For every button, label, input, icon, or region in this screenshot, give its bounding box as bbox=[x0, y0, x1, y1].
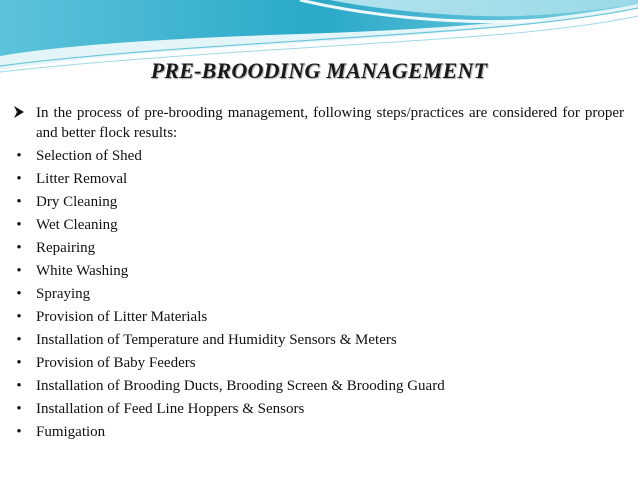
bullet-dot: • bbox=[16, 309, 22, 325]
list-item bbox=[14, 260, 614, 283]
list-item-text: Litter Removal bbox=[36, 171, 128, 187]
list-item bbox=[14, 352, 614, 375]
list-item-text: Spraying bbox=[36, 286, 91, 302]
bullet-dot: • bbox=[16, 424, 22, 440]
bullet-dot: • bbox=[16, 263, 22, 279]
list-item bbox=[14, 329, 614, 352]
bullet-dot: • bbox=[16, 401, 22, 417]
list-item-text: Selection of Shed bbox=[36, 148, 142, 164]
list-item bbox=[14, 398, 614, 421]
list-item bbox=[14, 214, 614, 237]
list-item bbox=[14, 237, 614, 260]
list-item bbox=[14, 306, 614, 329]
slide-title: PRE-BROODING MANAGEMENT bbox=[150, 58, 488, 83]
list-item-text: Installation of Brooding Ducts, Brooding Screen & Brooding Guard bbox=[36, 378, 445, 394]
bullet-dot: • bbox=[16, 148, 22, 164]
intro-paragraph bbox=[12, 103, 624, 143]
bullet-dot: • bbox=[16, 332, 22, 348]
bullet-dot: • bbox=[16, 217, 22, 233]
list-item bbox=[14, 283, 614, 306]
list-item bbox=[14, 375, 614, 398]
list-item bbox=[14, 168, 614, 191]
bullet-dot: • bbox=[16, 194, 22, 210]
intro-text: In the process of pre-brooding management, following steps/practices are considered for proper and better flock results: bbox=[36, 105, 624, 141]
list-item-text: Dry Cleaning bbox=[36, 194, 118, 210]
bullet-dot: • bbox=[16, 355, 22, 371]
list-item-text: White Washing bbox=[36, 263, 129, 279]
arrow-bullet-icon bbox=[12, 105, 26, 119]
list-item-text: Repairing bbox=[36, 240, 96, 256]
list-item bbox=[14, 421, 614, 444]
list-item-text: Fumigation bbox=[36, 424, 106, 440]
bullet-dot: • bbox=[16, 286, 22, 302]
bullet-dot: • bbox=[16, 378, 22, 394]
bullet-dot: • bbox=[16, 171, 22, 187]
bullet-dot: • bbox=[16, 240, 22, 256]
list-item bbox=[14, 145, 614, 168]
list-item-text: Wet Cleaning bbox=[36, 217, 118, 233]
list-item-text: Provision of Litter Materials bbox=[36, 309, 208, 325]
list-item bbox=[14, 191, 614, 214]
list-item-text: Installation of Temperature and Humidity Sensors & Meters bbox=[36, 332, 397, 348]
practices-list bbox=[14, 145, 614, 444]
list-item-text: Installation of Feed Line Hoppers & Sensors bbox=[36, 401, 305, 417]
list-item-text: Provision of Baby Feeders bbox=[36, 355, 196, 371]
